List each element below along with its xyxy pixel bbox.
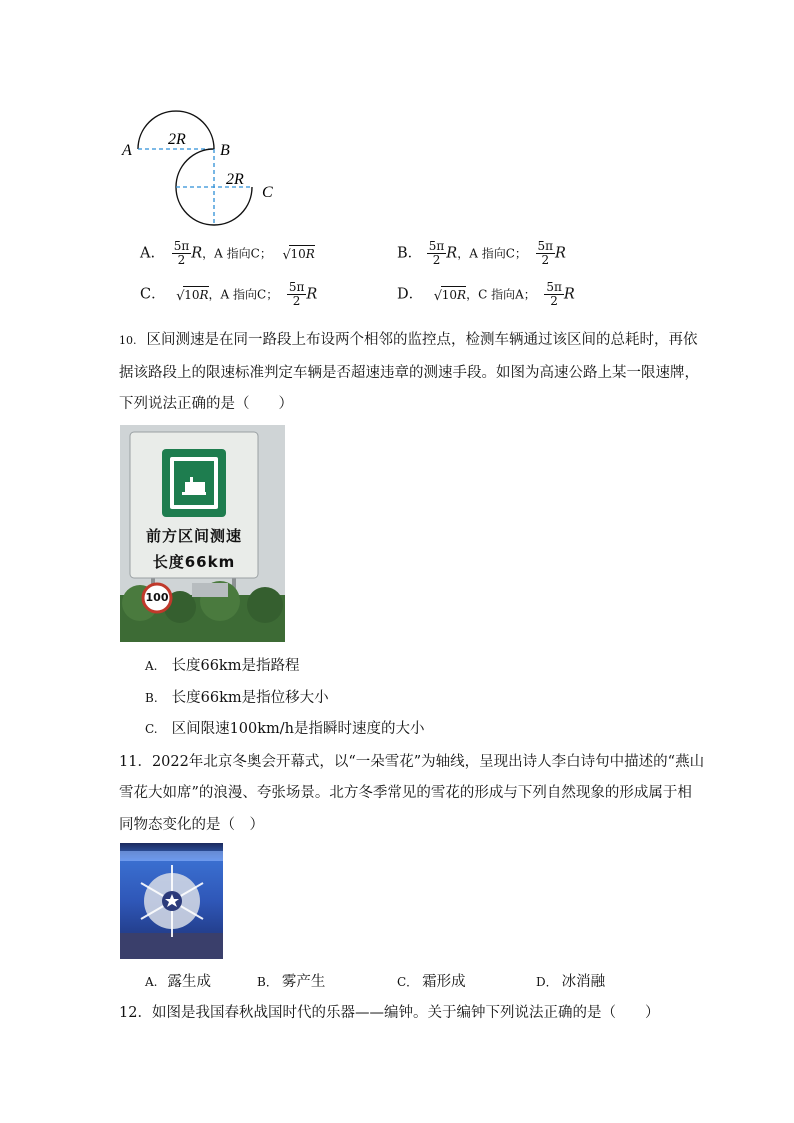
label-2r-bottom: 2R bbox=[226, 171, 244, 188]
q11-option-a: A. 露生成 bbox=[145, 974, 211, 990]
label-b: B bbox=[220, 142, 230, 159]
sqrt: √ 10R bbox=[176, 287, 209, 304]
sign-text-line1: 前方区间测速 bbox=[145, 527, 242, 545]
q11-option-c: C． 霜形成 bbox=[397, 974, 466, 990]
fraction: $\frac{5\pi}{2}$ bbox=[537, 239, 554, 267]
snowflake-ceremony-photo bbox=[120, 843, 223, 959]
fraction: $\frac{5\pi}{2}$ bbox=[428, 239, 445, 267]
q9-option-c: C． √ 10R，A 指向C； $\frac{5\pi}{2}$ R bbox=[140, 280, 318, 308]
fraction: $\frac{5\pi}{2}$ bbox=[546, 280, 562, 308]
semicircle-path-diagram bbox=[118, 100, 288, 232]
snowflake-illustration bbox=[120, 843, 223, 959]
q11-stem-line3: 同物态变化的是（ ） bbox=[119, 817, 264, 833]
speed-limit-number: 100 bbox=[145, 591, 169, 604]
q10-stem-line3: 下列说法正确的是（ ） bbox=[119, 396, 293, 412]
fraction: $\frac{5\pi}{2}$ bbox=[288, 280, 305, 308]
q9-option-d: D． √ 10R，C 指向A； $\frac{5\pi}{2}$ R bbox=[397, 280, 575, 308]
q9-option-b: B． $\frac{5\pi}{2}$ R，A 指向C； $\frac{5\pi}{2}$ R bbox=[397, 239, 566, 267]
q11-option-b: B． 雾产生 bbox=[257, 974, 326, 990]
label-c: C bbox=[262, 184, 273, 201]
q11-option-d: D． 冰消融 bbox=[536, 974, 606, 990]
label-2r-top: 2R bbox=[168, 131, 186, 148]
q9-option-a: A. $\frac{5\pi}{2}$ R，A 指向C； √ 10R bbox=[140, 239, 315, 267]
q12-stem-line1: 12．如图是我国春秋战国时代的乐器——编钟。关于编钟下列说法正确的是（ ） bbox=[119, 1005, 660, 1021]
q10-stem-line1: 10. 区间测速是在同一路段上布设两个相邻的监控点，检测车辆通过该区间的总耗时，再依 bbox=[119, 332, 698, 348]
sign-text-line2: 长度66km bbox=[152, 553, 236, 571]
q10-option-a: A. 长度66km是指路程 bbox=[145, 658, 300, 674]
q10-option-c: C. 区间限速100km/h是指瞬时速度的大小 bbox=[145, 721, 425, 737]
sqrt: √ 10R bbox=[282, 246, 315, 263]
q10-stem-line2: 据该路段上的限速标准判定车辆是否超速违章的测速手段。如图为高速公路上某一限速牌， bbox=[119, 365, 699, 381]
q11-stem-line1: 11．2022年北京冬奥会开幕式，以“一朵雪花”为轴线，呈现出诗人李白诗句中描述的“燕山 bbox=[119, 754, 705, 770]
label-a: A bbox=[122, 142, 132, 159]
speed-camera-sign-photo bbox=[120, 425, 285, 642]
q10-option-b: B. 长度66km是指位移大小 bbox=[145, 690, 329, 706]
fraction: $\frac{5\pi}{2}$ bbox=[173, 239, 190, 267]
q11-stem-line2: 雪花大如席”的浪漫、夸张场景。北方冬季常见的雪花的形成与下列自然现象的形成属于相 bbox=[119, 785, 692, 801]
sqrt: √ 10R bbox=[433, 287, 467, 304]
